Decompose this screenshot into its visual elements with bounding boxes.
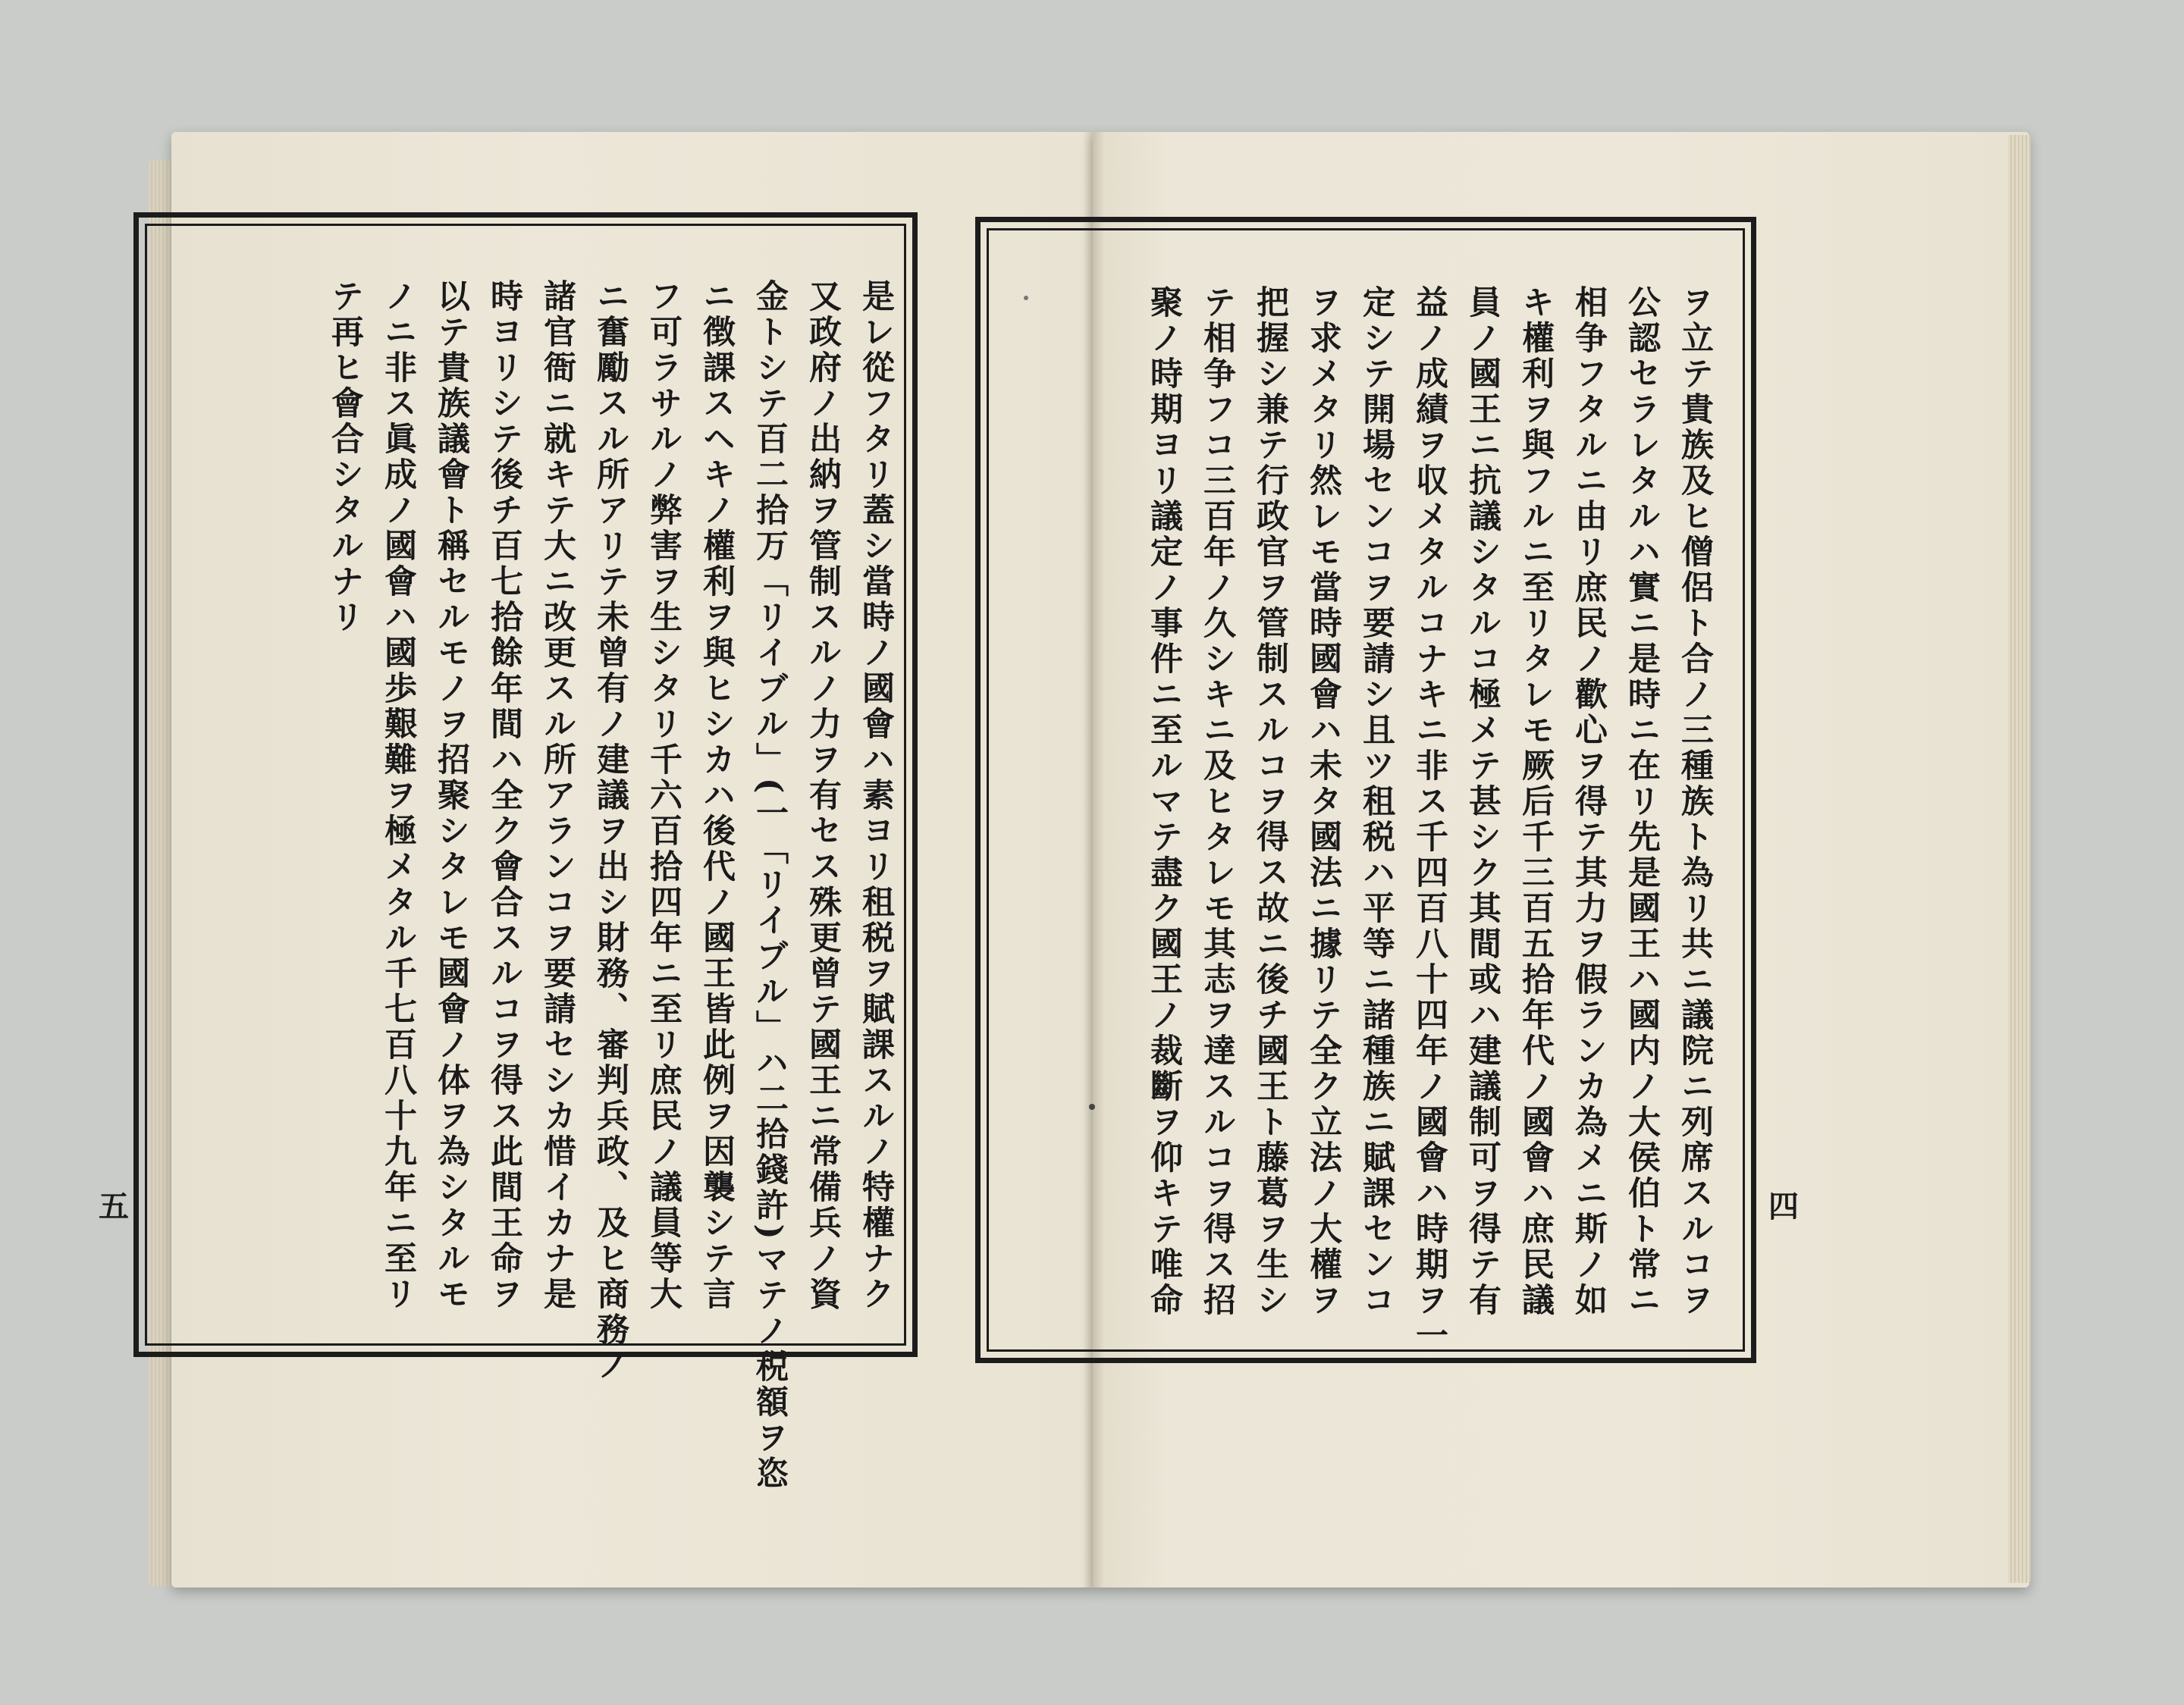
text-line: 把握シ兼テ行政官ヲ管制スルコヲ得ス故ニ後チ國王ト藤葛ヲ生シ	[1251, 285, 1289, 1318]
text-line: 是レ從フタリ蓋シ當時ノ國會ハ素ヨリ租税ヲ賦課スルノ特權ナク	[857, 279, 895, 1312]
text-line: 金トシテ百二拾万「リイブル」(一「リイブル」ハ二拾錢許)マテノ税額ヲ恣	[751, 279, 789, 1492]
text-line: 諸官衙ニ就キテ大ニ改更スル所アランコヲ要請セシカ惜イカナ是	[538, 279, 576, 1312]
text-line: 相争フタルニ由リ庶民ノ歡心ヲ得テ其力ヲ假ランカ為メニ斯ノ如	[1570, 285, 1608, 1318]
right-page-edges	[2008, 135, 2031, 1583]
text-line: ノニ非ス眞成ノ國會ハ國歩艱難ヲ極メタル千七百八十九年ニ至リ	[379, 279, 417, 1312]
text-line: ヲ立テ貴族及ヒ僧侶ト合ノ三種族ト為リ共ニ議院ニ列席スルコヲ	[1676, 285, 1714, 1318]
text-line: 定シテ開場センコヲ要請シ且ツ租税ハ平等ニ諸種族ニ賦課センコ	[1357, 285, 1395, 1318]
text-line: 又政府ノ出納ヲ管制スルノ力ヲ有セス殊更曾テ國王ニ常備兵ノ資	[804, 279, 842, 1312]
text-line: 時ヨリシテ後チ百七拾餘年間ハ全ク會合スルコヲ得ス此間王命ヲ	[485, 279, 523, 1312]
text-line: 員ノ國王ニ抗議シタルコ極メテ甚シク其間或ハ建議制可ヲ得テ有	[1464, 285, 1502, 1318]
text-line: キ權利ヲ與フルニ至リタレモ厥后千三百五拾年代ノ國會ハ庶民議	[1517, 285, 1555, 1318]
text-line: テ再ヒ會合シタルナリ	[326, 279, 364, 635]
left-page-body	[174, 279, 902, 1492]
text-line: ニ奮勵スル所アリテ未曾有ノ建議ヲ出シ財務、審判兵政、及ヒ商務ノ	[592, 279, 629, 1384]
left-page-number: 五	[99, 1189, 129, 1224]
text-line: テ相争フコ三百年ノ久シキニ及ヒタレモ其志ヲ達スルコヲ得ス招	[1198, 285, 1236, 1318]
text-line: ヲ求メタリ然レモ當時國會ハ未タ國法ニ據リテ全ク立法ノ大權ヲ	[1304, 285, 1342, 1318]
text-line: 聚ノ時期ヨリ議定ノ事件ニ至ルマテ盡ク國王ノ裁斷ヲ仰キテ唯命	[1145, 285, 1183, 1318]
text-line: 公認セラレタルハ實ニ是時ニ在リ先是國王ハ國内ノ大侯伯ト常ニ	[1623, 285, 1661, 1318]
text-line: 益ノ成績ヲ収メタルコナキニ非ス千四百八十四年ノ國會ハ時期ヲ一	[1410, 285, 1448, 1354]
right-page-number: 四	[1768, 1189, 1799, 1224]
text-line: フ可ラサルノ弊害ヲ生シタリ千六百拾四年ニ至リ庶民ノ議員等大	[645, 279, 682, 1312]
text-line: 以テ貴族議會ト稱セルモノヲ招聚シタレモ國會ノ体ヲ為シタルモ	[432, 279, 470, 1312]
text-line: ニ徴課スヘキノ權利ヲ與ヒシカハ後代ノ國王皆此例ヲ因襲シテ言	[698, 279, 736, 1312]
right-page-body	[1016, 285, 1721, 1354]
